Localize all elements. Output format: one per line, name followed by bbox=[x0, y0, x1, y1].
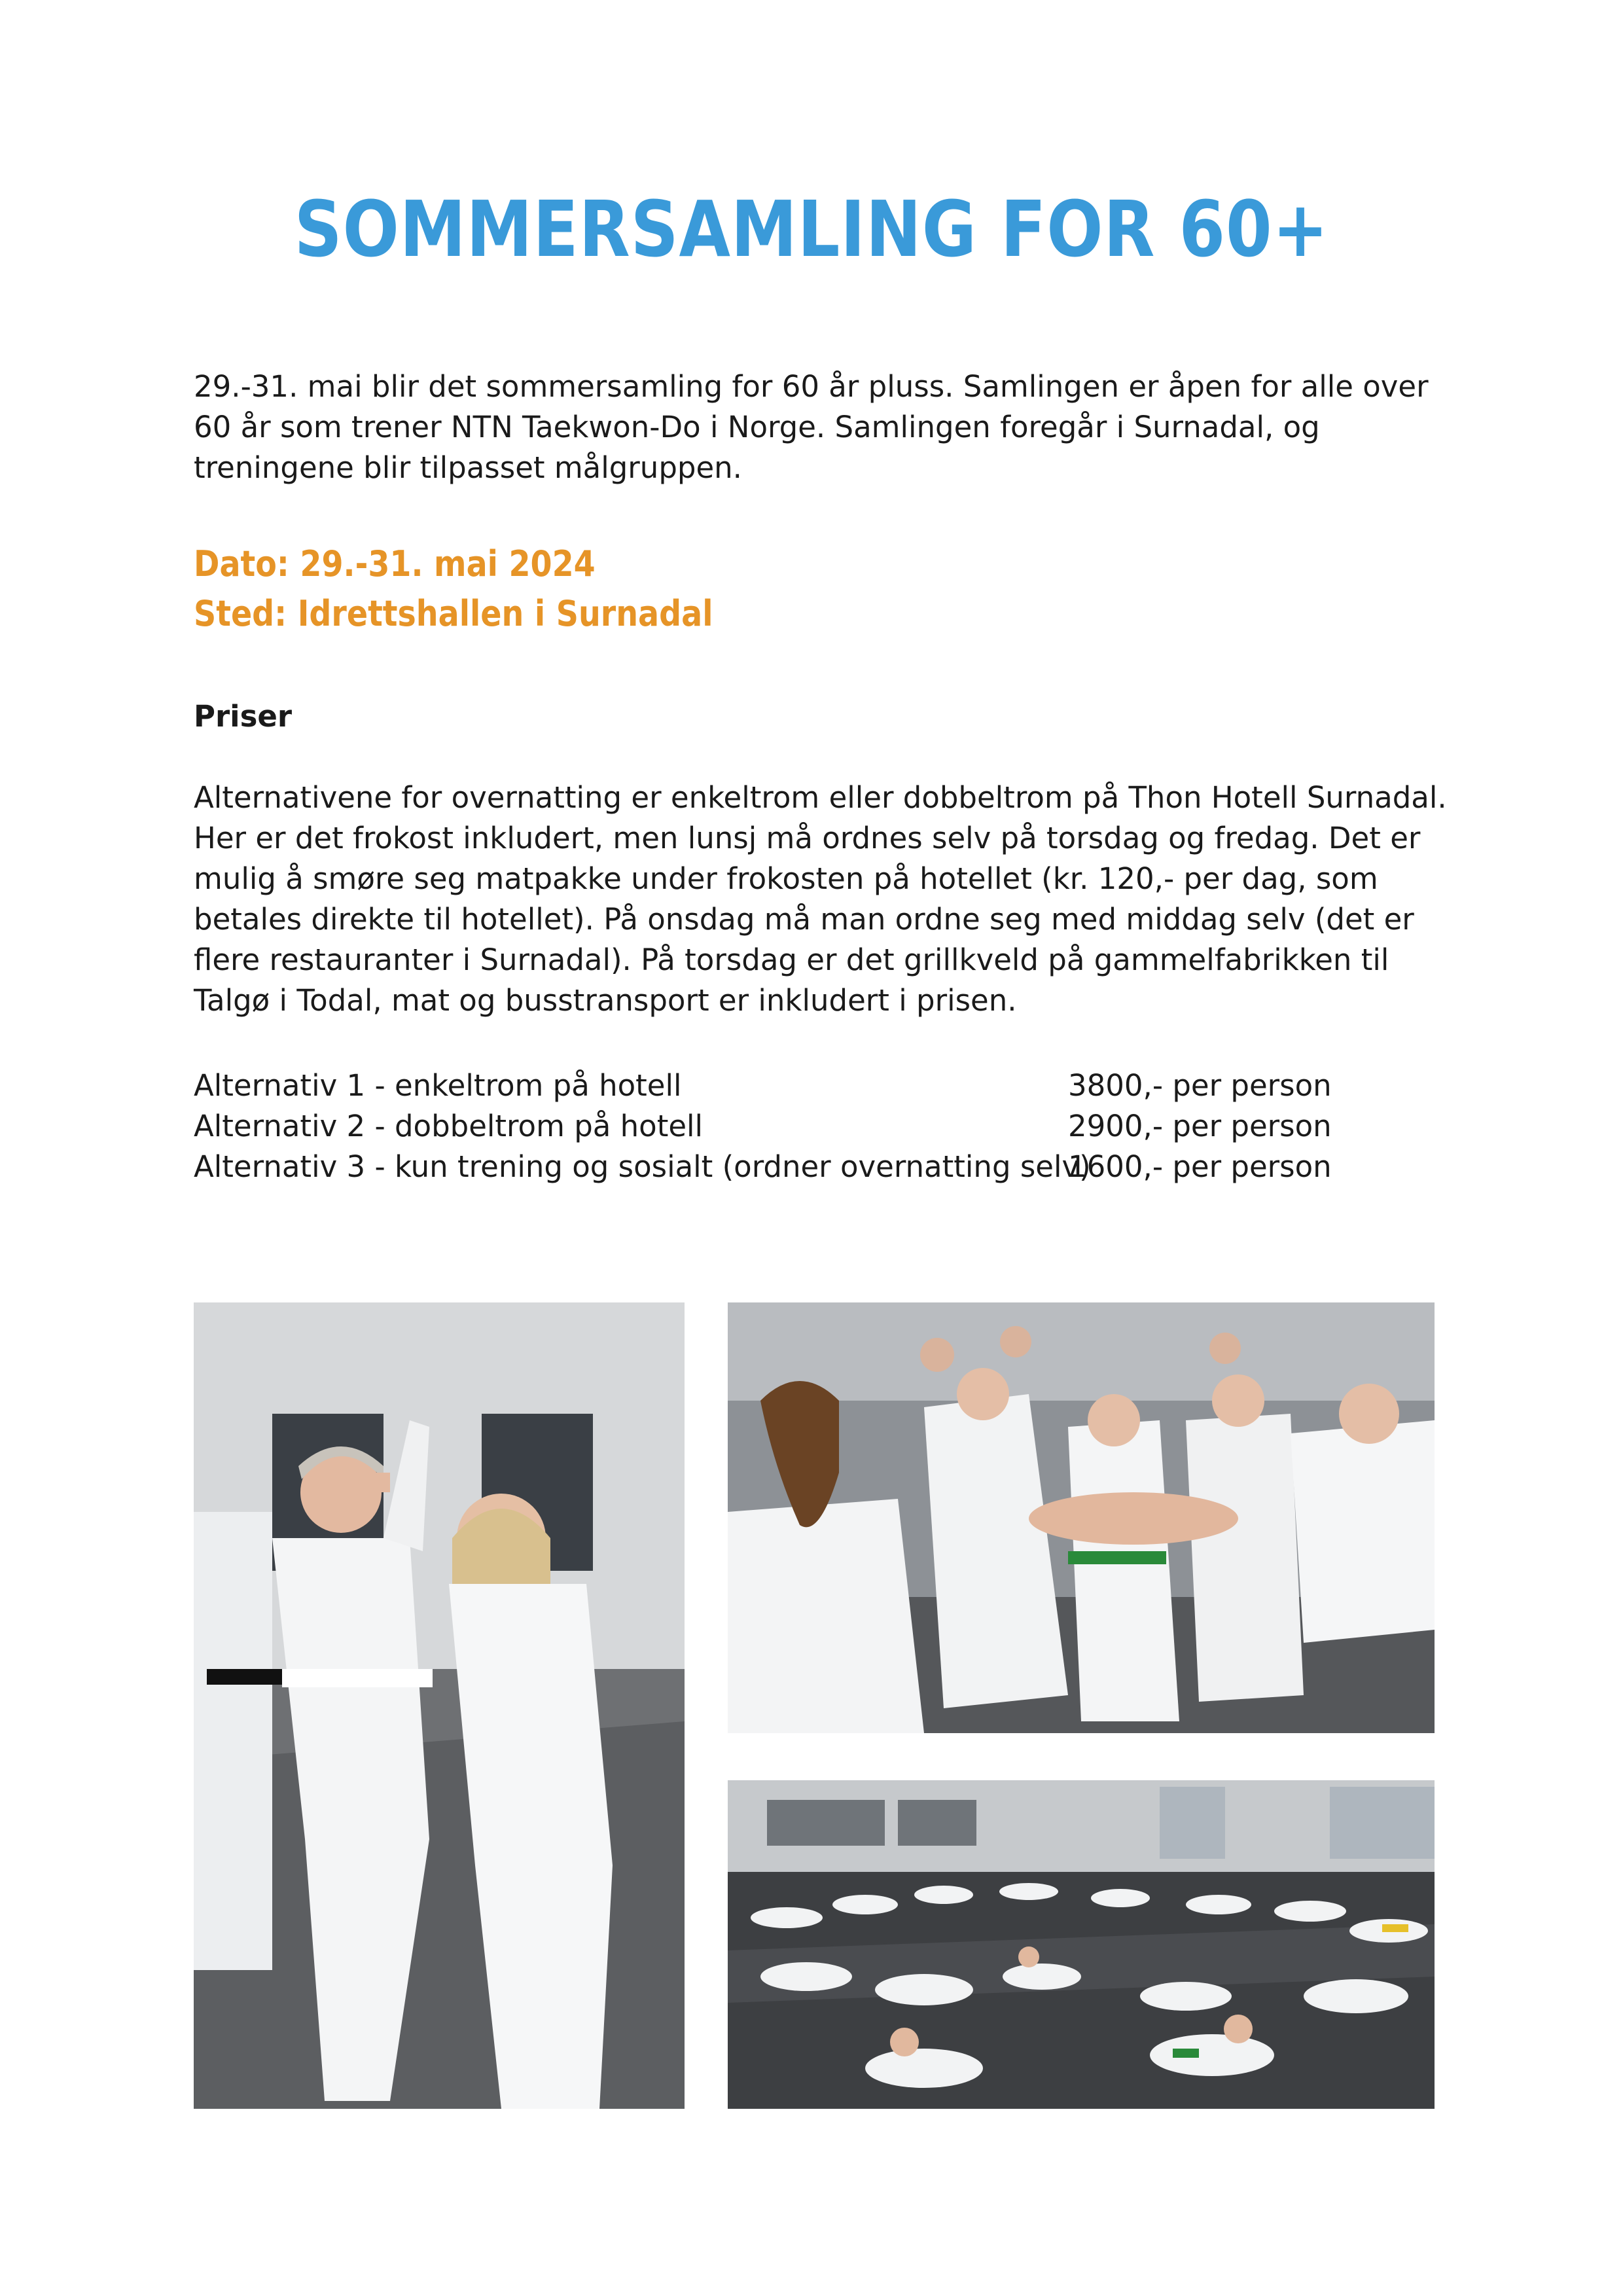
price-option-price: 1600,- per person bbox=[1068, 1149, 1332, 1184]
photo-group-huddle bbox=[728, 1302, 1435, 1733]
photo-floor-exercise bbox=[728, 1780, 1435, 2109]
photo-two-women-practicing bbox=[194, 1302, 685, 2109]
event-date: Dato: 29.-31. mai 2024 bbox=[194, 543, 596, 584]
prices-description: Alternativene for overnatting er enkeltrom eller dobbeltrom på Thon Hotell Surnadal. Her er det frokost inkludert, men lunsj må ordnes selv på torsdag og fredag. Det er mulig å smøre seg matpakke under frokosten på hotellet (kr. 120,- per dag, som betales direkte til hotellet). På onsdag må man ordne seg med middag selv (det er flere restauranter i Surnadal). På torsdag er det grillkveld på gammelfabrikken til Talgø i Todal, mat og busstransport er inkludert i prisen. bbox=[194, 780, 1447, 1018]
price-option-3 bbox=[194, 1147, 1437, 1187]
prices-heading: Priser bbox=[194, 699, 293, 734]
price-option-price: 2900,- per person bbox=[1068, 1109, 1332, 1143]
price-option-1 bbox=[194, 1066, 1437, 1106]
price-option-label: Alternativ 2 - dobbeltrom på hotell bbox=[194, 1109, 704, 1143]
price-list bbox=[194, 1066, 1437, 1187]
price-option-label: Alternativ 1 - enkeltrom på hotell bbox=[194, 1068, 682, 1103]
event-place: Sted: Idrettshallen i Surnadal bbox=[194, 593, 713, 634]
price-option-price: 3800,- per person bbox=[1068, 1068, 1332, 1103]
event-info bbox=[194, 539, 1437, 639]
price-option-label: Alternativ 3 - kun trening og sosialt (ordner overnatting selv) bbox=[194, 1149, 1091, 1184]
intro-paragraph: 29.-31. mai blir det sommersamling for 60 år pluss. Samlingen er åpen for alle over 60 år som trener NTN Taekwon-Do i Norge. Samlingen foregår i Surnadal, og treningene blir tilpasset målgruppen. bbox=[194, 369, 1429, 485]
page-title: SOMMERSAMLING FOR 60+ bbox=[294, 184, 1329, 274]
price-option-2 bbox=[194, 1106, 1437, 1147]
